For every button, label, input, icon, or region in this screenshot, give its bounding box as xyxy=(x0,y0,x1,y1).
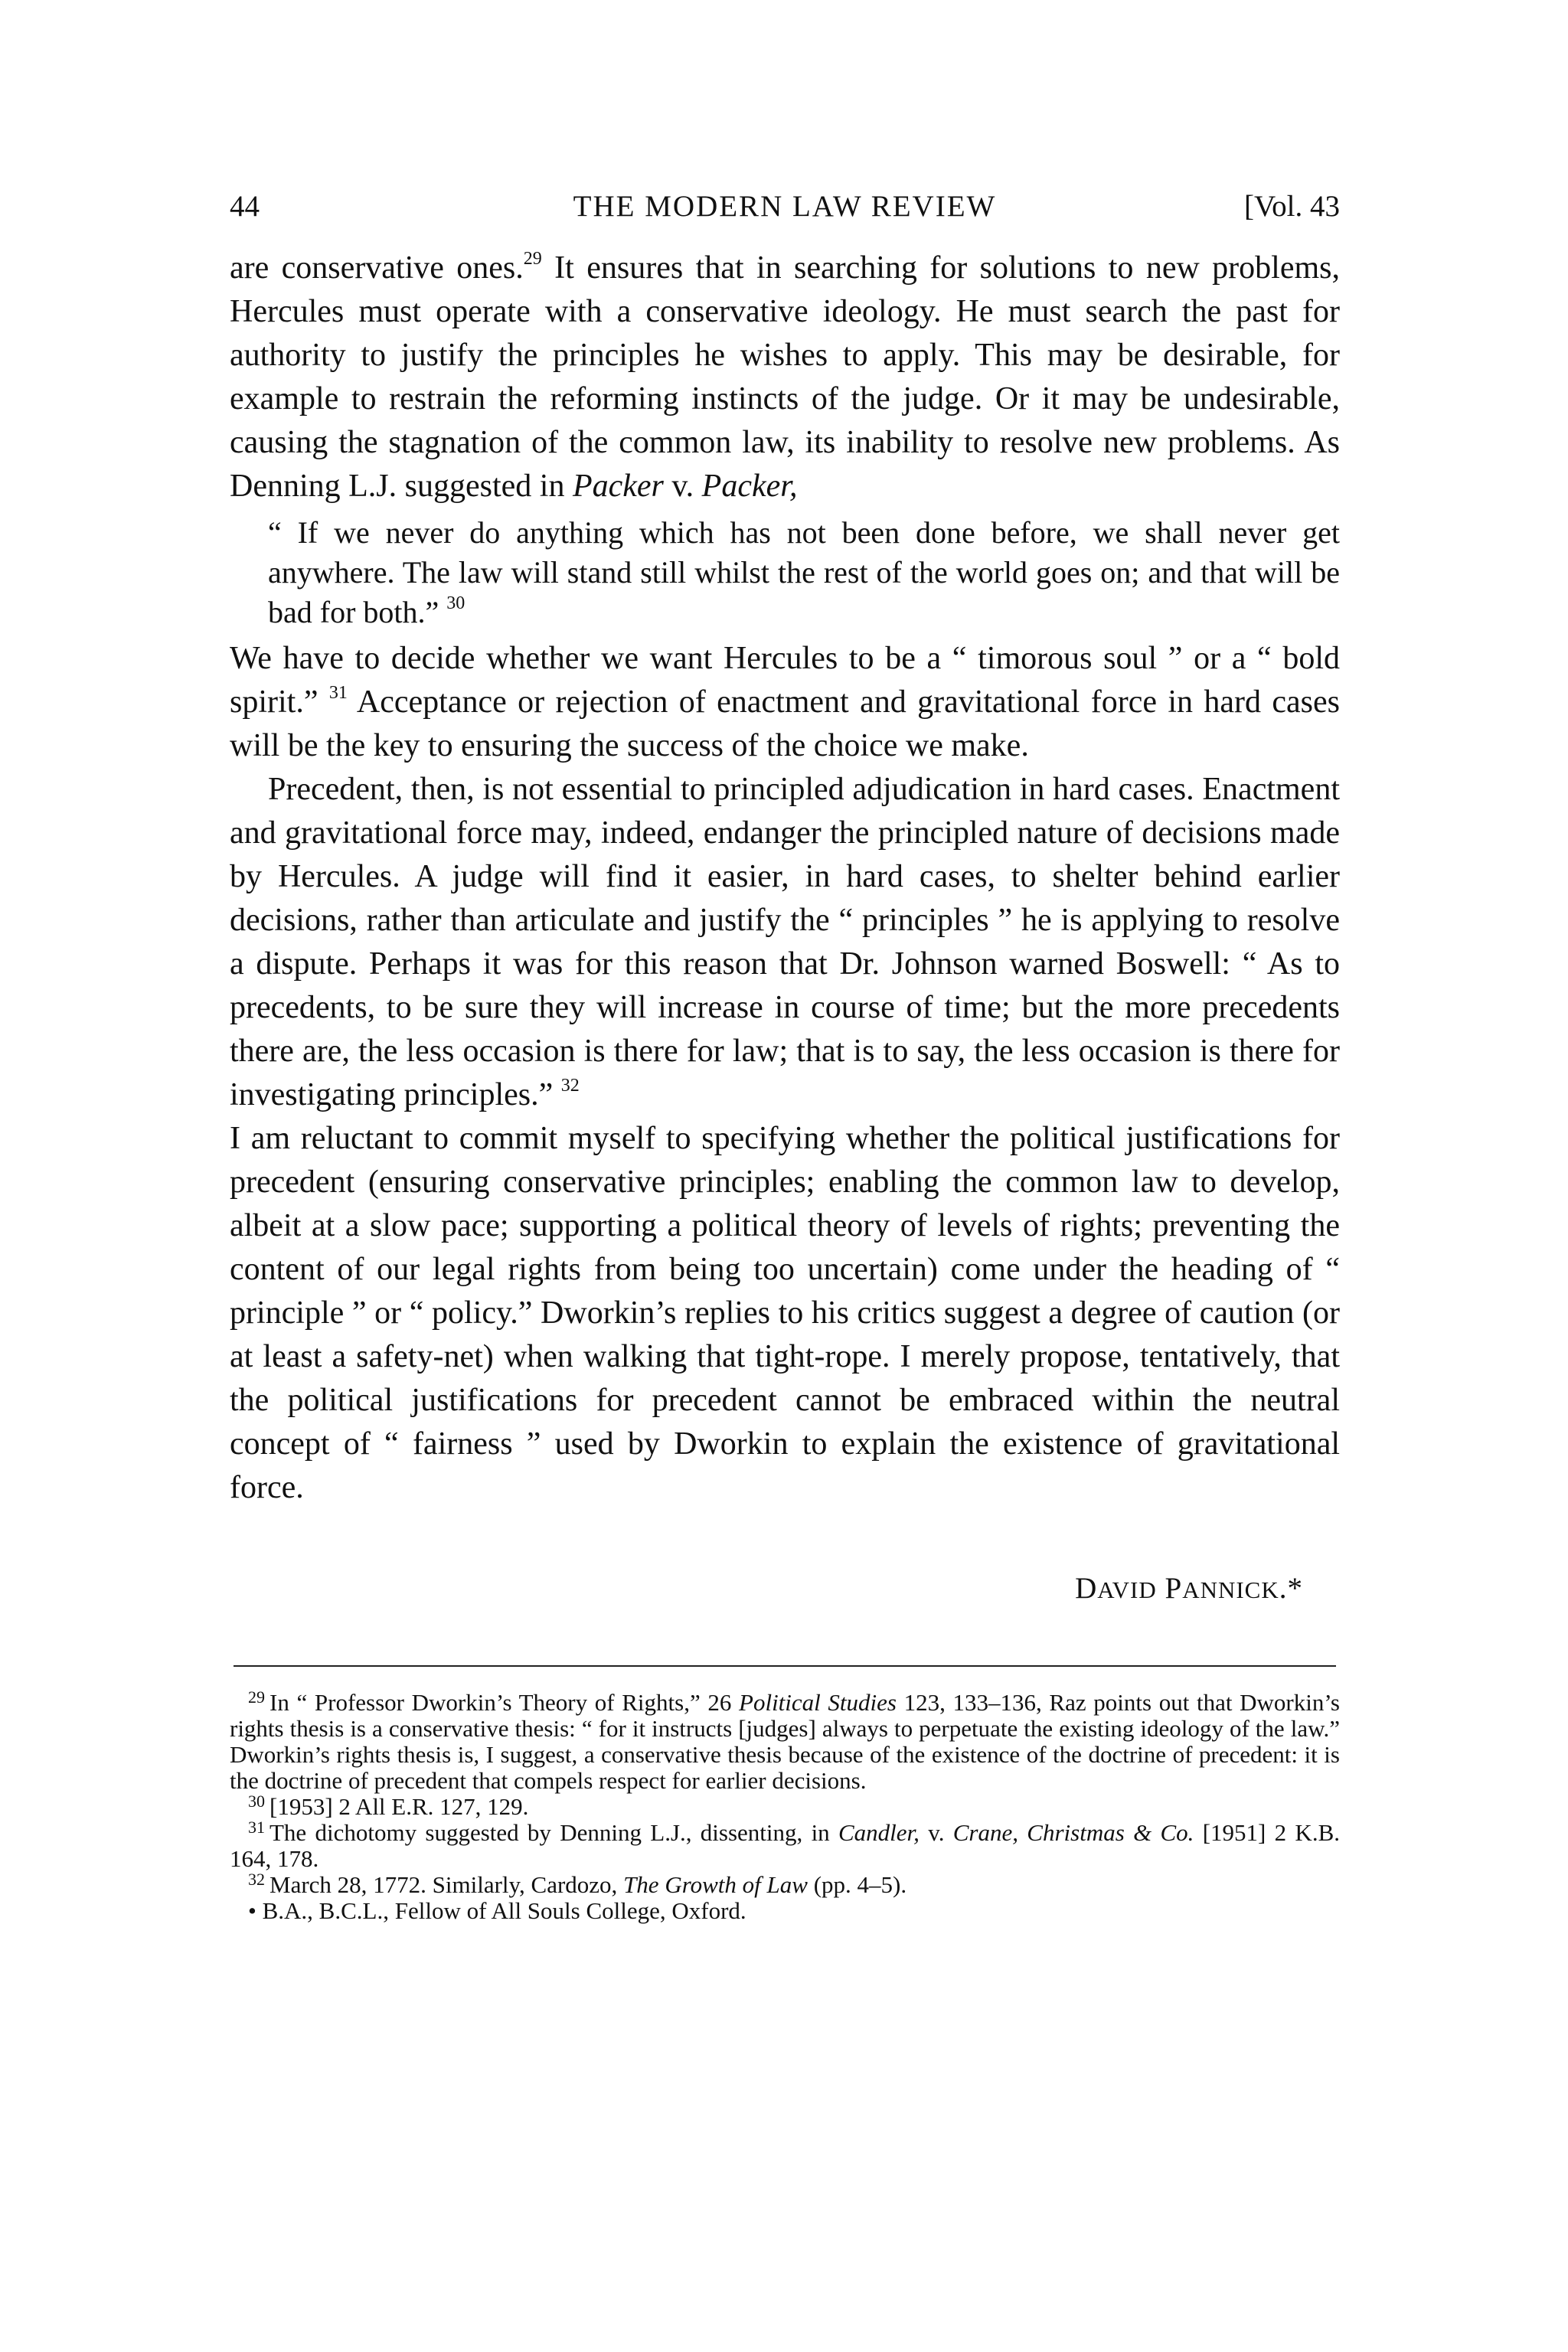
case-name: Crane, Christmas & Co. xyxy=(952,1819,1194,1846)
footnote-ref-30: 30 xyxy=(446,593,466,613)
sig-initial: D xyxy=(1075,1572,1098,1605)
footnote-text: March 28, 1772. Similarly, Cardozo, xyxy=(270,1871,624,1898)
footnote-text: 123, 133–136, Raz points out that Dworkin’s rights thesis is a conservative thesis: “ for it instructs [judges] always to perpetuate the existing ideology of the law.” Dworkin’s rights thesis is, I suggest, a conservative thesis because of the existence of the doctrine of precedent: it is the doctrine of precedent that compels respect for earlier decisions. xyxy=(230,1689,1340,1794)
page-number: 44 xyxy=(230,190,260,223)
journal-title: THE MODERN LAW REVIEW xyxy=(573,190,997,223)
author-signature xyxy=(230,1571,1340,1606)
paragraph-text: We have to decide whether we want Hercules to be a “ timorous soul ” or a “ bold spirit.” xyxy=(230,641,1340,720)
case-name: Packer, xyxy=(701,469,798,504)
paper-page xyxy=(230,184,1340,1924)
book-title: The Growth of Law xyxy=(623,1871,808,1898)
footnote-mark: 29 xyxy=(248,1687,265,1707)
footnotes xyxy=(230,1687,1340,1924)
paragraph xyxy=(230,637,1340,768)
journal-name: Political Studies xyxy=(739,1689,897,1716)
footnote-text: B.A., B.C.L., Fellow of All Souls College, Oxford. xyxy=(262,1897,746,1924)
footnote-30 xyxy=(230,1794,1340,1820)
footnote-text: [1953] 2 All E.R. 127, 129. xyxy=(270,1793,529,1820)
quote-text: “ If we never do anything which has not been done before, we shall never get anywhere. The law will stand still whilst the rest of the world goes on; and that will be bad for both.” xyxy=(268,515,1340,629)
footnote-ref-31: 31 xyxy=(328,683,348,703)
sig-suffix: .* xyxy=(1279,1572,1303,1605)
footnote-mark: 31 xyxy=(248,1818,265,1837)
footnote-mark: 32 xyxy=(248,1870,265,1889)
block-quote xyxy=(268,513,1340,632)
sig-rest: ANNICK xyxy=(1182,1576,1279,1603)
footnote-mark: 30 xyxy=(248,1792,265,1811)
article-body xyxy=(230,247,1340,1510)
footnote-31 xyxy=(230,1820,1340,1872)
paragraph xyxy=(230,1117,1340,1510)
versus: v. xyxy=(663,469,702,504)
sig-initial: P xyxy=(1165,1572,1183,1605)
footnote-mark: • xyxy=(248,1897,256,1924)
footnote-ref-32: 32 xyxy=(560,1076,580,1096)
paragraph-text: Acceptance or rejection of enactment and gravitational force in hard cases will be the key to ensuring the success of the choice we make. xyxy=(230,684,1341,763)
paragraph-text: I am reluctant to commit myself to specifying whether the political justifications for precedent (ensuring conservative principles; enabling the common law to develop, albeit at a slow pace; supporting a political theory of levels of rights; preventing the content of our legal rights from being too uncertain) come under the heading of “ principle ” or “ policy.” Dworkin’s replies to his critics suggest a degree of caution (or at least a safety-net) when walking that tight-rope. I merely propose, tentatively, that the political justifications for precedent cannot be embraced within the neutral concept of “ fairness ” used by Dworkin to explain the existence of gravitational force. xyxy=(230,1121,1340,1505)
paragraph xyxy=(230,768,1340,1117)
case-name: Packer xyxy=(572,469,664,504)
footnote-text: [1951] 2 K.B. 164, 178. xyxy=(230,1819,1340,1872)
case-name: Candler, xyxy=(838,1819,920,1846)
paragraph-text: are conservative ones. xyxy=(230,250,524,286)
footnote-text: In “ Professor Dworkin’s Theory of Rights,” 26 xyxy=(270,1689,740,1716)
paragraph-text: Precedent, then, is not essential to principled adjudication in hard cases. Enactment and gravitational force may, indeed, endanger the principled nature of decisions made by Hercules. A judge will find it easier, in hard cases, to shelter behind earlier decisions, rather than articulate and justify the “ principles ” he is applying to resolve a dispute. Perhaps it was for this reason that Dr. Johnson warned Boswell: “ As to precedents, to be sure they will increase in course of time; but the more precedents there are, the less occasion is there for law; that is to say, the less occasion is there for investigating principles.” xyxy=(230,772,1340,1112)
footnote-ref-29: 29 xyxy=(523,249,542,269)
running-head xyxy=(230,184,1340,230)
footnote-29 xyxy=(230,1687,1340,1794)
footnote-text: The dichotomy suggested by Denning L.J., dissenting, in xyxy=(270,1819,838,1846)
paragraph-text: It ensures that in searching for solutions to new problems, Hercules must operate with a conservative ideology. He must search the past for authority to justify the principles he wishes to apply. This may be desirable, for example to restrain the reforming instincts of the judge. Or it may be undesirable, causing the stagnation of the common law, its inability to resolve new problems. As Denning L.J. suggested in xyxy=(230,250,1340,504)
footnote-text: (pp. 4–5). xyxy=(807,1871,907,1898)
footnote-divider xyxy=(234,1665,1336,1667)
versus: v. xyxy=(919,1819,953,1846)
paragraph-continued xyxy=(230,247,1340,508)
sig-rest: AVID xyxy=(1097,1576,1157,1603)
footnote-32 xyxy=(230,1872,1340,1898)
footnote-author xyxy=(230,1898,1340,1924)
volume-label: [Vol. 43 xyxy=(1244,190,1340,223)
